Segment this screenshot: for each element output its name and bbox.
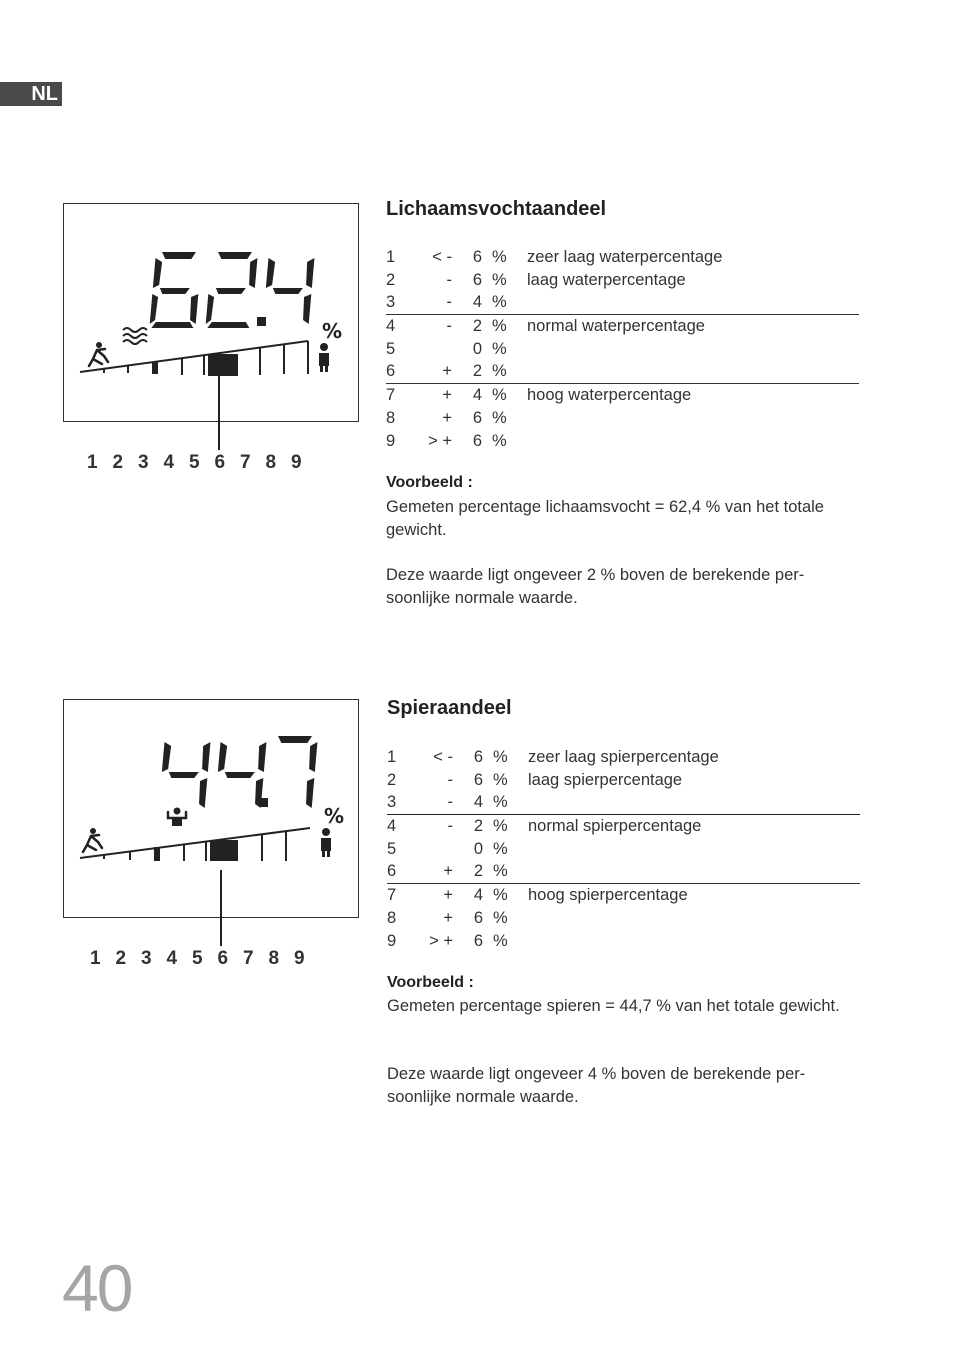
row-level: 3: [386, 293, 396, 312]
level-scale-numbers: [87, 452, 317, 474]
table-row: [386, 360, 859, 384]
scale-number: 8: [265, 452, 277, 473]
lcd-digit-4: [215, 742, 267, 808]
lcd-display-water: [63, 203, 359, 422]
scale-number: 8: [268, 948, 280, 969]
row-sign: +: [443, 908, 453, 927]
row-sign: +: [442, 386, 452, 405]
row-unit: %: [493, 793, 508, 812]
row-description: normal spierpercentage: [528, 817, 702, 836]
row-unit: %: [492, 431, 507, 450]
range-table-water: [386, 246, 859, 452]
scale-number: 7: [243, 948, 254, 969]
lcd-digit-7: [272, 736, 318, 808]
row-sign: -: [446, 317, 452, 336]
scale-number: 4: [163, 452, 175, 473]
row-unit: %: [492, 386, 507, 405]
table-row: [387, 884, 860, 907]
row-sign: -: [446, 293, 452, 312]
row-description: zeer laag waterpercentage: [527, 248, 723, 266]
scale-number: 3: [138, 452, 149, 473]
table-row: [387, 860, 860, 884]
row-sign: > +: [429, 931, 453, 950]
row-description: normal waterpercentage: [527, 317, 705, 336]
row-value: 2: [472, 317, 482, 336]
scale-number: 3: [141, 948, 152, 969]
table-row: [386, 407, 859, 430]
row-value: 6: [473, 770, 483, 789]
row-sign: < -: [433, 748, 453, 766]
lcd-digit-4: [159, 742, 211, 808]
row-value: 6: [473, 931, 483, 950]
row-sign: +: [442, 362, 452, 381]
row-level: 2: [386, 270, 396, 289]
scale-number: 7: [240, 452, 251, 473]
example-label: Voorbeeld :: [387, 974, 474, 991]
section-title-water: Lichaamsvochtaandeel: [386, 198, 607, 220]
row-value: 6: [472, 270, 482, 289]
row-value: 4: [472, 293, 482, 312]
row-value: 4: [472, 386, 482, 405]
row-level: 9: [387, 931, 397, 950]
row-description: hoog waterpercentage: [527, 386, 692, 405]
scale-number: 5: [192, 948, 203, 969]
table-row: [386, 269, 859, 292]
row-sign: < -: [432, 248, 452, 266]
table-row: [387, 769, 860, 792]
row-level: 1: [386, 248, 396, 266]
athlete-icon: [89, 342, 108, 366]
row-value: 6: [472, 431, 482, 450]
row-level: 1: [387, 748, 397, 766]
scale-number: 5: [189, 452, 200, 473]
row-description: laag waterpercentage: [527, 270, 686, 289]
row-sign: -: [447, 817, 453, 836]
row-sign: -: [447, 770, 453, 789]
row-level: 6: [386, 362, 396, 381]
lcd-digit-4: [263, 258, 315, 324]
row-level: 6: [387, 862, 397, 881]
section-title-muscle: Spieraandeel: [387, 697, 512, 719]
lcd-digit-2: [205, 252, 258, 328]
lcd-screen: [64, 204, 360, 423]
row-value: 2: [473, 817, 483, 836]
row-unit: %: [493, 770, 508, 789]
row-unit: %: [492, 362, 507, 381]
row-value: 2: [472, 362, 482, 381]
row-description: laag spierpercentage: [528, 770, 683, 789]
row-description: hoog spierpercentage: [528, 886, 688, 905]
example-text: Gemeten percentage spieren = 44,7 % van het totale gewicht.: [387, 997, 840, 1015]
scale-number: 9: [294, 948, 305, 969]
scale-number: 6: [217, 948, 229, 969]
person-icon: [319, 343, 329, 372]
lcd-decimal-point: [257, 317, 266, 326]
athlete-icon: [83, 828, 102, 852]
table-row: [387, 815, 860, 838]
water-waves-icon: [123, 328, 147, 344]
scale-number: 2: [115, 948, 127, 969]
row-unit: %: [492, 270, 507, 289]
row-unit: %: [492, 317, 507, 336]
table-row: [386, 338, 859, 361]
lcd-digit-6: [149, 252, 202, 328]
lcd-reading: [159, 736, 318, 808]
row-unit: %: [492, 293, 507, 312]
level-pointer: [220, 870, 222, 946]
row-unit: %: [492, 339, 507, 358]
row-unit: %: [493, 886, 508, 905]
table-row: [387, 746, 860, 769]
table-row: [387, 907, 860, 930]
lcd-display-muscle: [63, 699, 359, 918]
table-row: [387, 930, 860, 953]
row-unit: %: [493, 931, 508, 950]
row-sign: -: [447, 793, 453, 812]
lcd-reading: [149, 252, 314, 328]
note-text: Deze waarde ligt ongeveer 4 % boven de berekende per-soonlijke normale waarde.: [387, 1065, 806, 1106]
note-text: Deze waarde ligt ongeveer 2 % boven de berekende per-soonlijke normale waarde.: [386, 566, 805, 607]
scale-number: 4: [166, 948, 178, 969]
lcd-decimal-point: [259, 798, 268, 807]
percent-symbol: %: [324, 804, 345, 828]
row-value: 2: [473, 862, 483, 881]
row-description: zeer laag spierpercentage: [528, 748, 719, 766]
range-table-muscle: [387, 746, 860, 952]
row-sign: > +: [428, 431, 452, 450]
row-unit: %: [492, 408, 507, 427]
language-tab: NL: [0, 82, 62, 106]
table-row: [387, 791, 860, 815]
row-value: 6: [473, 908, 483, 927]
row-unit: %: [493, 839, 508, 858]
row-level: 4: [387, 817, 397, 836]
table-row: [386, 246, 859, 269]
table-row: [387, 838, 860, 861]
row-level: 2: [387, 770, 397, 789]
level-bar-scale: [80, 341, 308, 376]
row-value: 6: [472, 408, 482, 427]
row-level: 7: [387, 886, 397, 905]
row-level: 5: [386, 339, 396, 358]
table-row: [386, 430, 859, 453]
lcd-screen: [64, 700, 360, 919]
table-row: [386, 384, 859, 407]
row-level: 9: [386, 431, 396, 450]
row-value: 6: [472, 248, 482, 266]
row-value: 4: [473, 886, 483, 905]
row-unit: %: [493, 908, 508, 927]
row-level: 8: [387, 908, 397, 927]
row-unit: %: [493, 862, 508, 881]
row-unit: %: [493, 817, 508, 836]
level-pointer: [218, 376, 220, 450]
example-label: Voorbeeld :: [386, 474, 473, 491]
muscle-man-icon: [168, 808, 186, 827]
level-bar-scale: [80, 828, 310, 861]
row-level: 3: [387, 793, 397, 812]
scale-number: 2: [112, 452, 124, 473]
level-scale-numbers: [90, 948, 320, 970]
row-sign: +: [442, 408, 452, 427]
percent-symbol: %: [322, 319, 343, 343]
row-sign: +: [443, 886, 453, 905]
row-level: 7: [386, 386, 396, 405]
table-row: [386, 315, 859, 338]
row-unit: %: [492, 248, 507, 266]
scale-number: 1: [90, 948, 101, 969]
row-sign: -: [446, 270, 452, 289]
row-unit: %: [493, 748, 508, 766]
row-level: 4: [386, 317, 396, 336]
scale-number: 6: [214, 452, 226, 473]
row-value: 0: [473, 839, 483, 858]
row-value: 6: [473, 748, 483, 766]
row-value: 4: [473, 793, 483, 812]
row-sign: +: [443, 862, 453, 881]
row-value: 0: [472, 339, 482, 358]
page-number: 40: [62, 1251, 132, 1325]
scale-number: 1: [87, 452, 98, 473]
example-text: Gemeten percentage lichaamsvocht = 62,4 % van het totale gewicht.: [386, 498, 824, 539]
table-row: [386, 291, 859, 315]
row-level: 8: [386, 408, 396, 427]
scale-number: 9: [291, 452, 302, 473]
person-icon: [321, 828, 331, 857]
row-level: 5: [387, 839, 397, 858]
